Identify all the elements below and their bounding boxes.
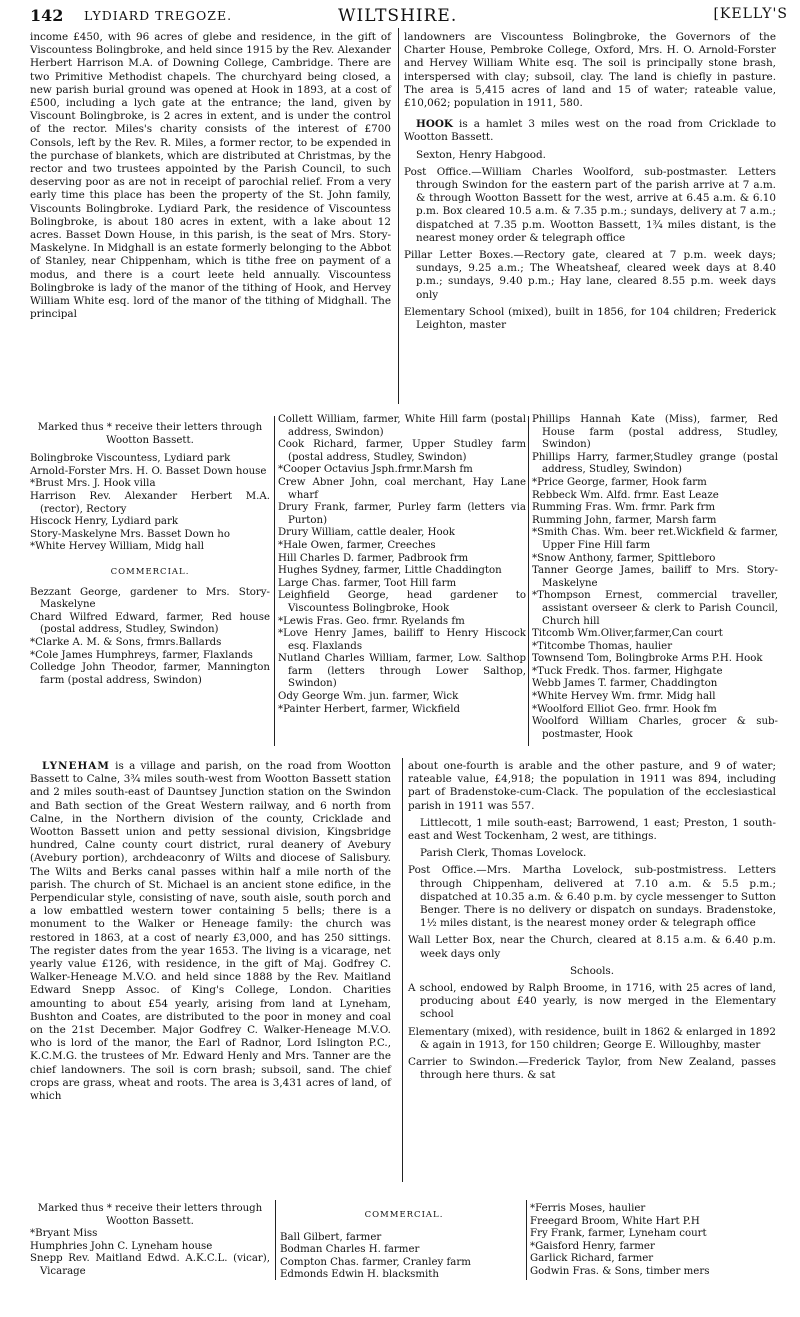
pillar-boxes-entry bbox=[404, 249, 776, 302]
directory-entry: Nutland Charles William, farmer, Low. Salthop farm (letters through Lower Salthop, Swindon) bbox=[278, 653, 526, 690]
lyneham-description bbox=[30, 760, 391, 1103]
post-office-entry bbox=[408, 864, 776, 930]
pillar-boxes-label: Pillar Letter Boxes. bbox=[404, 249, 514, 262]
directory-entry: *Love Henry James, bailiff to Henry Hiscock esq. Flaxlands bbox=[278, 628, 526, 652]
directory-entry: Fry Frank, farmer, Lyneham court bbox=[530, 1228, 707, 1240]
lyneham-area-population: about one-fourth is arable and the other pasture, and 9 of water; rateable value, £4,918; the population in 1911 was 894, including part of Bradenstoke-cum-Clack. The population of the ecclesiastical parish in 1911 was 557. bbox=[408, 760, 776, 812]
directory-entry: Titcomb Wm.Oliver,farmer,Can court bbox=[532, 628, 723, 640]
post-office-text: —Mrs. Martha Lovelock, sub-postmistress. Letters through Chippenham, delivered at 7.10 a.m. & 5.5 p.m.; dispatched at 10.35 a.m. & 6.40 p.m. by cycle messenger to Sutton Benger. There is no delivery or dispatch on sundays. Bradenstoke, 1½ miles distant, is the nearest money order & telegraph office bbox=[420, 864, 776, 930]
directory-entry: Webb James T. farmer, Chaddington bbox=[532, 678, 718, 690]
directory-entry: Colledge John Theodor, farmer, Mannington farm (postal address, Swindon) bbox=[30, 662, 270, 686]
lydiard-commercial-col2 bbox=[278, 414, 526, 716]
parish-clerk: Parish Clerk, Thomas Lovelock. bbox=[420, 847, 587, 860]
directory-entry: Collett William, farmer, White Hill farm (postal address, Swindon) bbox=[278, 414, 526, 438]
directory-entry: *Woolford Elliot Geo. frmr. Hook fm bbox=[532, 703, 717, 715]
directory-entry: *Thompson Ernest, commercial traveller, assistant overseer & clerk to Parish Council, Church hill bbox=[532, 590, 778, 627]
directory-entry: Hiscock Henry, Lydiard park bbox=[30, 516, 179, 528]
lyneham-private-residents bbox=[30, 1203, 270, 1279]
lyneham-right-column bbox=[408, 760, 776, 1082]
lydiard-left-column bbox=[30, 31, 391, 321]
column-divider bbox=[526, 1200, 527, 1280]
wootton-bassett-note: Marked thus * receive their letters through Wootton Bassett. bbox=[37, 422, 263, 446]
commercial-heading: COMMERCIAL. bbox=[110, 566, 190, 577]
directory-entry: Large Chas. farmer, Toot Hill farm bbox=[278, 577, 457, 589]
directory-entry: Cook Richard, farmer, Upper Studley farm (postal address, Studley, Swindon) bbox=[278, 439, 526, 463]
directory-entry: Drury Frank, farmer, Purley farm (letters via Purton) bbox=[278, 502, 526, 526]
directory-entry: Story-Maskelyne Mrs. Basset Down ho bbox=[30, 528, 230, 540]
directory-entry: *Smith Chas. Wm. beer ret.Wickfield & farmer, Upper Fine Hill farm bbox=[532, 527, 778, 551]
directory-entry: Hill Charles D. farmer, Padbrook frm bbox=[278, 552, 469, 564]
lyneham-name: LYNEHAM bbox=[42, 760, 110, 772]
elementary-school: Elementary (mixed), with residence, built in 1862 & enlarged in 1892 & again in 1913, for 150 children; George E. Willoughby, master bbox=[408, 1025, 776, 1051]
hook-entry bbox=[404, 118, 776, 144]
directory-entry: *Cooper Octavius Jsph.frmr.Marsh fm bbox=[278, 464, 473, 476]
directory-entry: *Ferris Moses, haulier bbox=[530, 1203, 646, 1214]
directory-entry: Ball Gilbert, farmer bbox=[280, 1231, 382, 1243]
post-office-label: Post Office. bbox=[408, 864, 477, 877]
lydiard-right-column bbox=[404, 31, 776, 332]
schools-heading: Schools. bbox=[569, 964, 615, 977]
column-divider bbox=[528, 416, 529, 746]
directory-entry: *Gaisford Henry, farmer bbox=[530, 1240, 655, 1252]
lydiard-private-residents bbox=[30, 422, 270, 687]
post-office-text: —William Charles Woolford, sub-postmaster. Letters through Swindon for the eastern part of the parish arrive at 7 a.m. & through Wootton Bassett for the west, arrive at 6.45 a.m. & 6.10 p.m. Box cleared 10.5 a.m. & 7.35 p.m.; sundays, delivery at 7 a.m.; dispatched at 7.35 p.m. Wootton Bassett, 1¾ miles distant, is the nearest money order & telegraph office bbox=[416, 165, 776, 244]
directory-entry: Godwin Fras. & Sons, timber mers bbox=[530, 1265, 710, 1277]
directory-entry: Arnold-Forster Mrs. H. O. Basset Down house bbox=[30, 465, 267, 477]
directory-entry: Rumming John, farmer, Marsh farm bbox=[532, 514, 717, 526]
directory-entry: Harrison Rev. Alexander Herbert M.A. (rector), Rectory bbox=[30, 490, 270, 515]
directory-entry: *Titcombe Thomas, haulier bbox=[532, 640, 673, 652]
sexton: Sexton, Henry Habgood. bbox=[416, 148, 546, 161]
directory-entry: Humphries John C. Lyneham house bbox=[30, 1240, 213, 1252]
elementary-school-entry: Elementary School (mixed), built in 1856, for 104 children; Frederick Leighton, master bbox=[404, 305, 776, 332]
directory-entry: Phillips Harry, farmer,Studley grange (postal address, Studley, Swindon) bbox=[532, 451, 778, 476]
directory-entry: Garlick Richard, farmer bbox=[530, 1253, 654, 1265]
directory-entry: Townsend Tom, Bolingbroke Arms P.H. Hook bbox=[532, 653, 763, 665]
lydiard-commercial-col3 bbox=[532, 414, 778, 741]
endowed-school: A school, endowed by Ralph Broome, in 1716, with 25 acres of land, producing about £40 yearly, is now merged in the Elementary school bbox=[408, 982, 776, 1021]
page-number: 142 bbox=[30, 6, 64, 25]
directory-entry: Rumming Fras. Wm. frmr. Park frm bbox=[532, 502, 716, 514]
directory-entry: *White Hervey William, Midg hall bbox=[30, 541, 204, 553]
directory-entry: Bezzant George, gardener to Mrs. Story-Maskelyne bbox=[30, 586, 270, 611]
hook-description: is a hamlet 3 miles west on the road from Cricklade to Wootton Bassett. bbox=[404, 118, 776, 144]
running-head-publisher: [KELLY'S bbox=[713, 6, 788, 22]
wootton-bassett-note: Marked thus * receive their letters through Wootton Bassett. bbox=[37, 1203, 263, 1227]
directory-entry: Phillips Hannah Kate (Miss), farmer, Red House farm (postal address, Studley, Swindon) bbox=[532, 414, 778, 451]
lyneham-left-column bbox=[30, 760, 391, 1103]
directory-entry: *Price George, farmer, Hook farm bbox=[532, 476, 707, 488]
directory-entry: Crew Abner John, coal merchant, Hay Lane wharf bbox=[278, 476, 526, 501]
directory-entry: Leighfield George, head gardener to Viscountess Bolingbroke, Hook bbox=[278, 590, 526, 614]
directory-entry: Bodman Charles H. farmer bbox=[280, 1244, 420, 1256]
directory-entry: Tanner George James, bailiff to Mrs. Story-Maskelyne bbox=[532, 565, 778, 589]
hook-name: HOOK bbox=[416, 118, 453, 131]
directory-entry: Chard Wilfred Edward, farmer, Red house (postal address, Studley, Swindon) bbox=[30, 611, 270, 636]
pillar-boxes-text: —Rectory gate, cleared at 7 p.m. week days; sundays, 9.25 a.m.; The Wheatsheaf, cleared week days at 8.40 p.m.; sundays, 9.40 p.m.; Hay lane, cleared 8.55 p.m. week days only bbox=[416, 249, 776, 301]
directory-entry: *Snow Anthony, farmer, Spittleboro bbox=[532, 552, 716, 564]
column-divider bbox=[402, 758, 403, 1182]
directory-entry: Drury William, cattle dealer, Hook bbox=[278, 527, 455, 539]
directory-entry: *White Hervey Wm. frmr. Midg hall bbox=[532, 691, 716, 703]
lyneham-text: is a village and parish, on the road from Wootton Bassett to Calne, 3¾ miles south-west from Wootton Bassett station and 2 miles south-east of Dauntsey Junction station on the Swindon and Bath section of the Great Western railway, and 6 north from Calne, in the Northern division of the county, Cricklade and Wootton Bassett union and petty sessional division, Kingsbridge hundred, Calne county court district, rural deanery of Avebury (Avebury portion), archdeaconry of Wilts and diocese of Salisbury. The Wilts and Berks canal passes within half a mile north of the parish. The church of St. Michael is an ancient stone edifice, in the Perpendicular style, consisting of nave, south aisle, south porch and a low embattled western tower containing 5 bells; there is a monument to the Walker or Heneage family: the church was restored in 1863, at a cost of nearly £3,000, and has 250 sittings. The register dates from the year 1653. The living is a vicarage, net yearly value £126, with residence, in the gift of Maj. Godfrey C. Walker-Heneage M.V.O. and held since 1888 by the Rev. Maitland Edward Snepp Assoc. of King's College, London. Charities amounting to about £54 yearly, arising from land at Lyneham, Bushton and Coates, are distributed to the poor in money and coal on the 21st December. Major Godfrey C. Walker-Heneage M.V.O. who is lord of the manor, the Earl of Radnor, Lord Islington P.C., K.C.M.G. the trustees of Mr. Edward Henly and Mrs. Tanner are the chief landowners. The soil is corn brash; subsoil, sand. The chief crops are grass, wheat and roots. The area is 3,431 acres of land, of which bbox=[30, 760, 391, 1103]
directory-entry: Compton Chas. farmer, Cranley farm bbox=[280, 1256, 471, 1268]
lyneham-tithings: Littlecott, 1 mile south-east; Barrowend, 1 east; Preston, 1 south-east and West Tockenham, 2 west, are tithings. bbox=[408, 816, 776, 843]
directory-entry: *Lewis Fras. Geo. frmr. Ryelands fm bbox=[278, 615, 465, 627]
directory-entry: *Cole James Humphreys, farmer, Flaxlands bbox=[30, 649, 253, 661]
carrier-label: Carrier to Swindon. bbox=[408, 1056, 519, 1069]
directory-entry: *Hale Owen, farmer, Creeches bbox=[278, 539, 436, 551]
directory-entry: Ody George Wm. jun. farmer, Wick bbox=[278, 691, 459, 703]
running-head-place: LYDIARD TREGOZE. bbox=[84, 8, 233, 23]
directory-entry: Rebbeck Wm. Alfd. frmr. East Leaze bbox=[532, 489, 719, 501]
directory-entry: *Bryant Miss bbox=[30, 1228, 98, 1240]
lyneham-commercial-col3 bbox=[530, 1203, 778, 1279]
commercial-heading: COMMERCIAL. bbox=[364, 1210, 444, 1220]
column-divider bbox=[398, 28, 399, 404]
directory-entry: *Painter Herbert, farmer, Wickfield bbox=[278, 703, 461, 715]
directory-entry: *Clarke A. M. & Sons, frmrs.Ballards bbox=[30, 636, 222, 648]
wall-letter-box: Wall Letter Box, near the Church, cleared at 8.15 a.m. & 6.40 p.m. week days only bbox=[408, 934, 776, 960]
directory-entry: Snepp Rev. Maitland Edwd. A.K.C.L. (vicar), Vicarage bbox=[30, 1253, 270, 1277]
directory-entry: Bolingbroke Viscountess, Lydiard park bbox=[30, 453, 231, 465]
lyneham-commercial-col2 bbox=[280, 1205, 528, 1282]
carrier-entry bbox=[408, 1056, 776, 1082]
directory-entry: Hughes Sydney, farmer, Little Chaddington bbox=[278, 565, 502, 577]
carrier-text: —Frederick Taylor, from New Zealand, passes through here thurs. & sat bbox=[420, 1056, 776, 1082]
lydiard-landowners: landowners are Viscountess Bolingbroke, the Governors of the Charter House, Pembroke College, Oxford, Mrs. H. O. Arnold-Forster and Hervey William White esq. The soil is principally stone brash, interspersed with clay; subsoil, clay. The land is chiefly in pasture. The area is 5,415 acres of land and 15 of water; rateable value, £10,062; population in 1911, 580. bbox=[404, 31, 776, 110]
running-head-county: WILTSHIRE. bbox=[338, 6, 458, 26]
column-divider bbox=[275, 1200, 276, 1280]
directory-entry: *Tuck Fredk. Thos. farmer, Highgate bbox=[532, 665, 723, 677]
directory-entry: Edmonds Edwin H. blacksmith bbox=[280, 1269, 439, 1281]
page-header bbox=[30, 6, 792, 28]
post-office-entry bbox=[404, 166, 776, 245]
directory-entry: Woolford William Charles, grocer & sub-postmaster, Hook bbox=[532, 716, 778, 740]
column-divider bbox=[274, 416, 275, 746]
directory-entry: Freegard Broom, White Hart P.H bbox=[530, 1215, 700, 1227]
post-office-label: Post Office. bbox=[404, 165, 472, 178]
directory-entry: *Brust Mrs. J. Hook villa bbox=[30, 478, 156, 490]
lydiard-description: income £450, with 96 acres of glebe and residence, in the gift of Viscountess Bolingbroke, and held since 1915 by the Rev. Alexander Herbert Harrison M.A. of Downing College, Cambridge. There are two Primitive Methodist chapels. The churchyard being closed, a new parish burial ground was opened at Hook in 1893, at a cost of £500, including a lych gate at the entrance; the land, given by Viscount Bolingbroke, is 2 acres in extent, and is under the control of the rector. Miles's charity consists of the interest of £700 Consols, left by the Rev. R. Miles, a former rector, to be expended in the purchase of blankets, which are distributed at Christmas, by the rector and two trustees appointed by the Parish Council, to such deserving poor as are not in receipt of parochial relief. From a very early time this place has been the property of the St. John family, Viscounts Bolingbroke. Lydiard Park, the residence of Viscountess Bolingbroke, is about 180 acres in extent, with a lake about 12 acres. Basset Down House, in this parish, is the seat of Mrs. Story-Maskelyne. In Midghall is an estate formerly belonging to the Abbot of Stanley, near Chippenham, which is tithe free on payment of a modus, and there is a court leete held annually. Viscountess Bolingbroke is lady of the manor of the tithing of Hook, and Hervey William White esq. lord of the manor of the tithing of Midghall. The principal bbox=[30, 31, 391, 321]
